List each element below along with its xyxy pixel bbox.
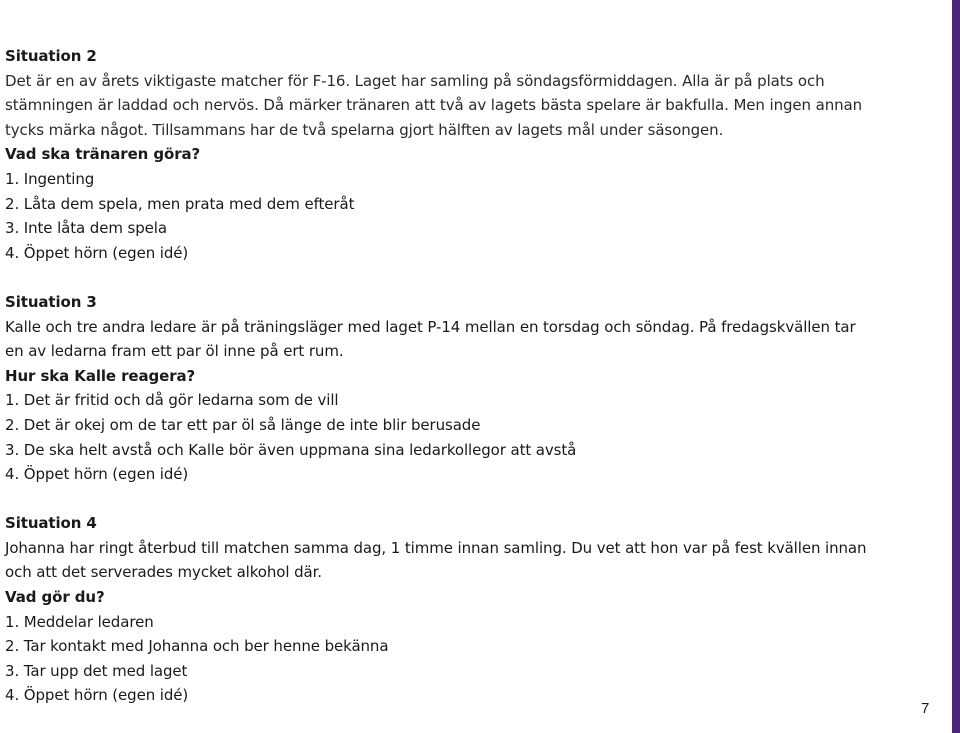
situation-2-section [5,44,905,265]
situation-2-heading: Situation 2 [5,47,97,65]
situation-3-option: 1. Det är fritid och då gör ledarna som de vill [5,391,339,410]
situation-2-text-line: tycks märka något. Tillsammans har de två spelarna gjort hälften av lagets mål under säsongen. [5,120,724,139]
situation-3-text-line: en av ledarna fram ett par öl inne på ert rum. [5,342,344,361]
situation-3-question: Hur ska Kalle reagera? [5,366,196,385]
situation-3-section [5,290,905,487]
decorative-side-bar [952,0,960,733]
situation-2-option: 2. Låta dem spela, men prata med dem efteråt [5,194,355,213]
situation-2-question: Vad ska tränaren göra? [5,145,201,164]
situation-4-option: 1. Meddelar ledaren [5,612,154,631]
situation-4-question: Vad gör du? [5,588,105,607]
situation-4-text-line: Johanna har ringt återbud till matchen samma dag, 1 timme innan samling. Du vet att hon var på fest kvällen innan [5,538,867,557]
situation-2-text-line: stämningen är laddad och nervös. Då märker tränaren att två av lagets bästa spelare är bakfulla. Men ingen annan [5,96,863,115]
situation-3-option: 3. De ska helt avstå och Kalle bör även uppmana sina ledarkollegor att avstå [5,440,577,459]
situation-3-heading: Situation 3 [5,292,97,311]
situation-3-option: 2. Det är okej om de tar ett par öl så länge de inte blir berusade [5,415,481,434]
page-number: 7 [921,700,930,717]
document-page [5,44,905,733]
situation-4-heading: Situation 4 [5,514,97,533]
situation-2-text-line: Det är en av årets viktigaste matcher för F-16. Laget har samling på söndagsförmiddagen. Alla är på plats och [5,71,825,90]
situation-4-option: 4. Öppet hörn (egen idé) [5,686,189,705]
situation-4-option: 2. Tar kontakt med Johanna och ber henne bekänna [5,637,389,656]
situation-4-text-line: och att det serverades mycket alkohol där. [5,563,322,582]
situation-3-text-line: Kalle och tre andra ledare är på träningsläger med laget P-14 mellan en torsdag och söndag. På fredagskvällen tar [5,317,856,336]
situation-2-option: 4. Öppet hörn (egen idé) [5,243,189,262]
situation-3-option: 4. Öppet hörn (egen idé) [5,465,189,484]
situation-4-section [5,511,905,708]
situation-2-option: 3. Inte låta dem spela [5,219,167,238]
situation-4-option: 3. Tar upp det med laget [5,661,188,680]
situation-2-option: 1. Ingenting [5,169,95,188]
